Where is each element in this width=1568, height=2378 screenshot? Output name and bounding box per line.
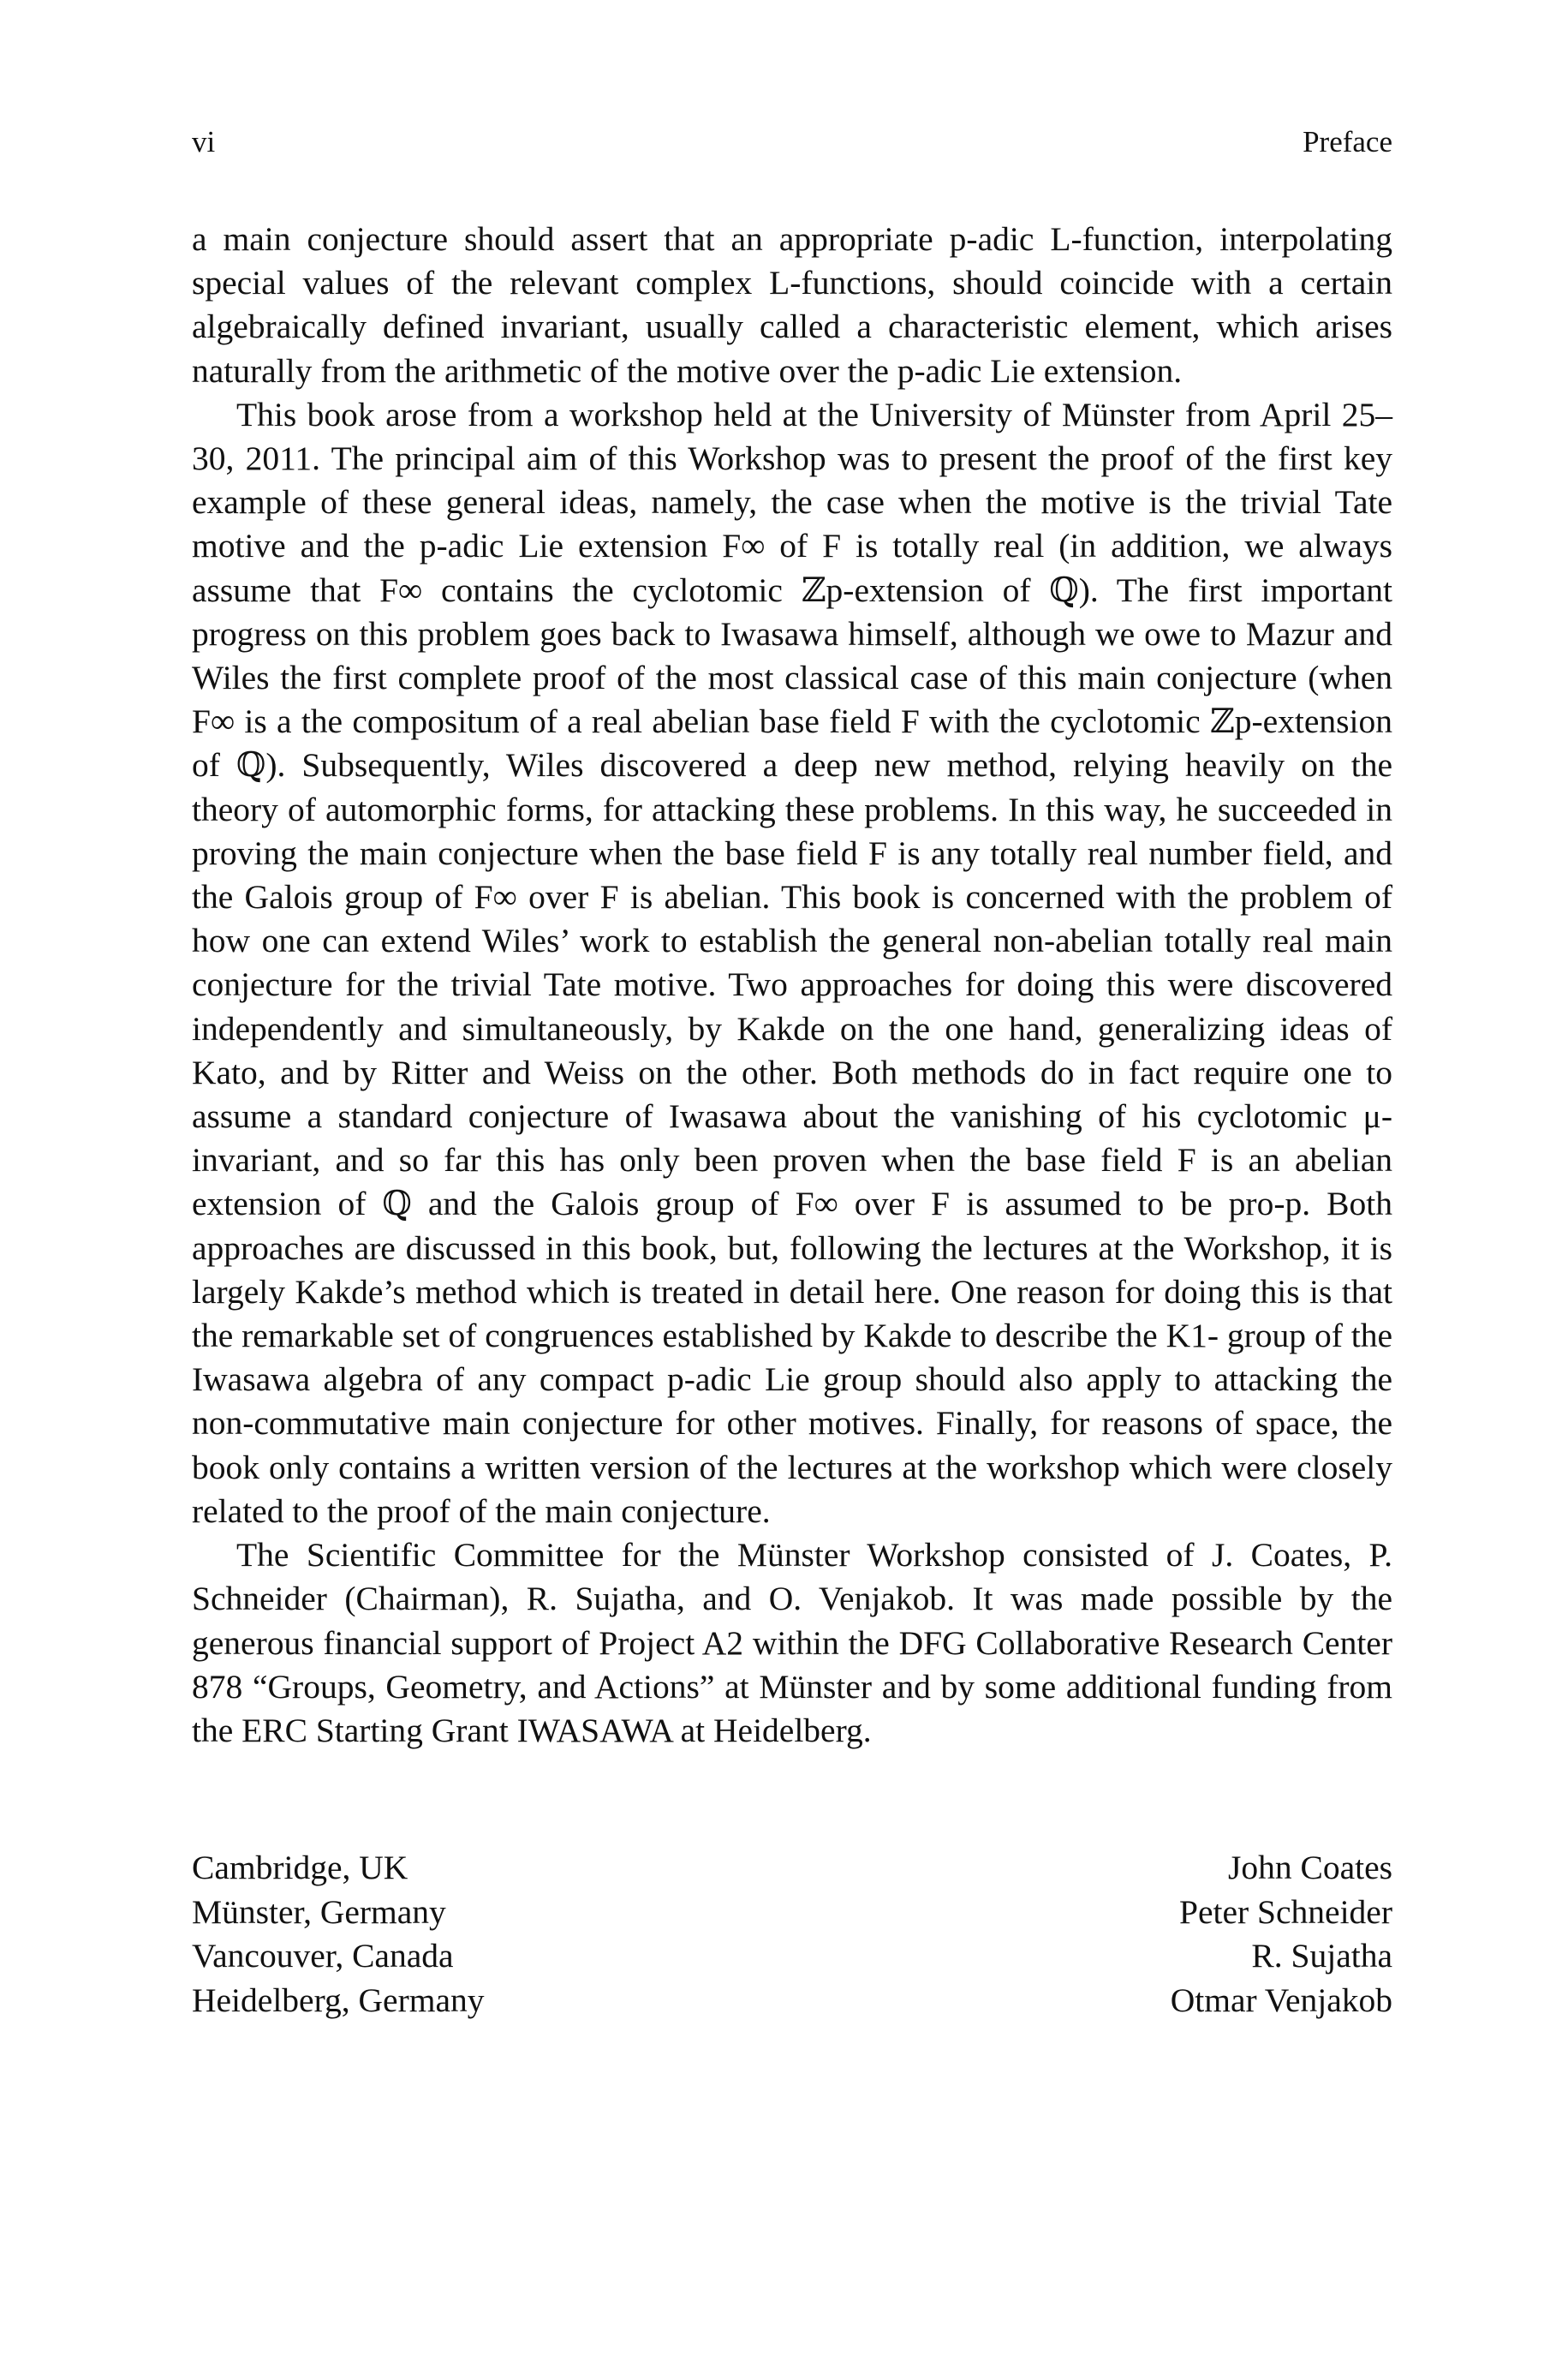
paragraph-workshop: This book arose from a workshop held at the University of Münster from April 25–30, 2011. The principal aim of this Workshop was to present the proof of the first key example of these general ideas, namely, the case when the motive is the trivial Tate motive and the p-adic Lie extension F∞ of F is totally real (in addition, we always assume that F∞ contains the cyclotomic ℤp-extension of ℚ). The first important progress on this problem goes back to Iwasawa himself, although we owe to Mazur and Wiles the first complete proof of the most classical case of this main conjecture (when F∞ is a the compositum of a real abelian base field F with the cyclotomic ℤp-extension of ℚ). Subsequently, Wiles discovered a deep new method, relying heavily on the theory of automorphic forms, for attacking these problems. In this way, he succeeded in proving the main conjecture when the base field F is any totally real number field, and the Galois group of F∞ over F is abelian. This book is concerned with the problem of how one can extend Wiles’ work to establish the general non-abelian totally real main conjecture for the trivial Tate motive. Two approaches for doing this were discovered independently and simultaneously, by Kakde on the one hand, generalizing ideas of Kato, and by Ritter and Weiss on the other. Both methods do in fact require one to assume a standard conjecture of Iwasawa about the vanishing of his cyclotomic μ-invariant, and so far this has only been proven when the base field F is an abelian extension of ℚ and the Galois group of F∞ over F is assumed to be pro-p. Both approaches are discussed in this book, but, following the lectures at the Workshop, it is largely Kakde’s method which is treated in detail here. One reason for doing this is that the remarkable set of congruences established by Kakde to describe the K1- group of the Iwasawa algebra of any compact p-adic Lie group should also apply to attacking the non-commutative main conjecture for other motives. Finally, for reasons of space, the book only contains a written version of the lectures at the workshop which were closely related to the proof of the main conjecture.: [192, 395, 1392, 1530]
place-line: Vancouver, Canada: [192, 1937, 454, 1975]
author-name: R. Sujatha: [1251, 1937, 1392, 1975]
author-name: John Coates: [1227, 1849, 1392, 1886]
place-line: Cambridge, UK: [192, 1849, 408, 1886]
place-line: Heidelberg, Germany: [192, 1981, 485, 2019]
paragraph-continued: a main conjecture should assert that an appropriate p-adic L-function, interpolating special values of the relevant complex L-functions, should coincide with a certain algebraically defined invariant, usually called a characteristic element, which arises naturally from the arithmetic of the motive over the p-adic Lie extension.: [192, 220, 1392, 390]
paragraph-committee: The Scientific Committee for the Münster Workshop consisted of J. Coates, P. Schneider (Chairman), R. Sujatha, and O. Venjakob. It was made possible by the generous financial support of Project A2 within the DFG Collaborative Research Center 878 “Groups, Geometry, and Actions” at Münster and by some additional funding from the ERC Starting Grant IWASAWA at Heidelberg.: [192, 1536, 1392, 1749]
place-line: Münster, Germany: [192, 1892, 446, 1931]
running-head: [192, 125, 1392, 159]
signature-block: [192, 1846, 1392, 2022]
signature-names: [1171, 1846, 1392, 2022]
page-number: vi: [192, 125, 216, 158]
author-name: Otmar Venjakob: [1170, 1981, 1392, 2019]
signature-places: [192, 1846, 484, 2022]
preface-body: [192, 218, 1392, 1753]
author-name: Peter Schneider: [1179, 1892, 1392, 1931]
section-title: Preface: [1303, 125, 1392, 158]
